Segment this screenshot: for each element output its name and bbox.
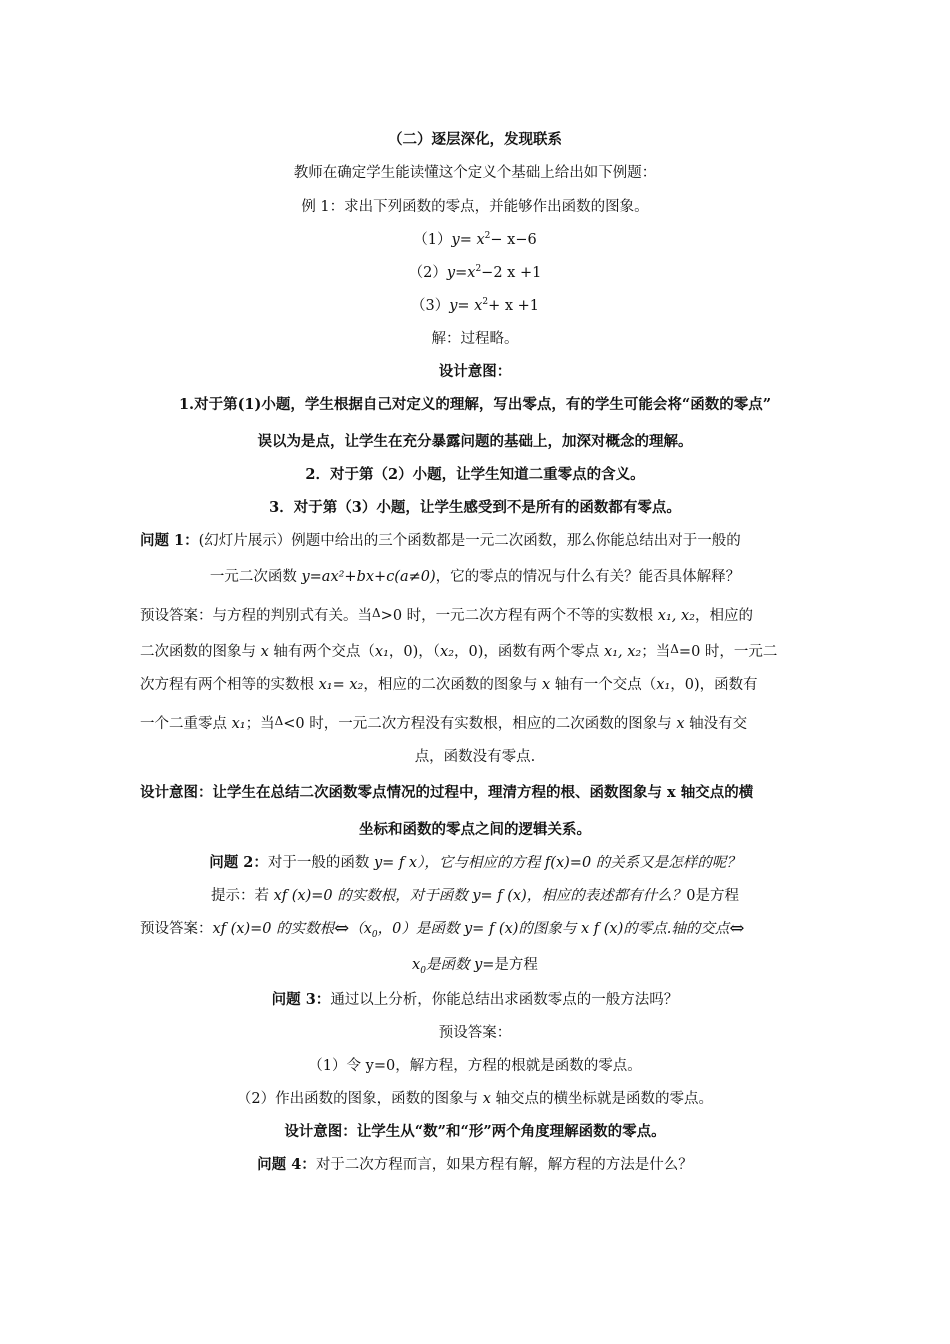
answer-1-line-2: 二次函数的图象与 x 轴有两个交点（x₁，0)，（x₂，0)，函数有两个零点 x₁, x₂；当Δ=0 时，一元二 bbox=[140, 639, 810, 662]
design-intent-point-1a: 1.对于第(1)小题，学生根据自己对定义的理解，写出零点，有的学生可能会将“函数的零点” bbox=[178, 396, 772, 413]
delta-symbol: Δ bbox=[670, 642, 679, 656]
question-4-label: 问题 4： bbox=[257, 1156, 316, 1173]
answer-1-line-4: 一个二重零点 x₁；当Δ<0 时，一元二次方程没有实数根，相应的二次函数的图象与 x 轴没有交 bbox=[140, 711, 810, 734]
answer-2-line-1: 预设答案：xf (x)=0 的实数根$\Leftrightarrow(x_0$，0）是函数 y= f (x)的图象与 x f (x)的零点.轴的交点⇔ bbox=[140, 918, 745, 940]
question-3: 问题 3：通过以上分析，你能总结出求函数零点的一般方法吗？ bbox=[271, 991, 679, 1008]
design-intent-point-3: 3．对于第（3）小题，让学生感受到不是所有的函数都有零点。 bbox=[269, 499, 681, 516]
question-2-label: 问题 2： bbox=[209, 854, 268, 871]
delta-symbol: Δ bbox=[372, 606, 381, 620]
question-1-line-b: 一元二次函数 y=ax²+bx+c(a≠0)，它的零点的情况与什么有关？能否具体解释？ bbox=[209, 569, 741, 585]
solution-text: 解：过程略。 bbox=[431, 331, 519, 347]
equivalence-arrow-icon: ⇔ bbox=[729, 918, 745, 939]
equivalence-arrow-icon: ⇔ bbox=[334, 918, 350, 939]
question-1-label: 问题 1： bbox=[140, 532, 199, 549]
quadratic-formula: y=ax²+bx+c(a≠0) bbox=[301, 569, 436, 585]
answer-1-line-1: 预设答案：与方程的判别式有关。当Δ>0 时，一元二次方程有两个不等的实数根 x₁, x₂，相应的 bbox=[140, 603, 810, 626]
question-1-line-a: 问题 1：(幻灯片展示）例题中给出的三个函数都是一元二次函数，那么你能总结出对于一般的 bbox=[140, 532, 741, 549]
question-4: 问题 4：对于二次方程而言，如果方程有解，解方程的方法是什么？ bbox=[257, 1156, 693, 1173]
design-intent-title: 设计意图： bbox=[438, 363, 512, 380]
answer-3-item-1: （1）令 y=0，解方程，方程的根就是函数的零点。 bbox=[308, 1058, 642, 1074]
function-1: $(1)y= x^2- x-6$ bbox=[413, 231, 537, 248]
function-2: $(2)y=x^2-2$ x +1 bbox=[408, 264, 542, 281]
section-title: （二）逐层深化，发现联系 bbox=[388, 131, 562, 148]
design-intent-2a: 设计意图：让学生在总结二次函数零点情况的过程中，理清方程的根、函数图象与 x 轴交点的横 bbox=[140, 784, 754, 801]
design-intent-3: 设计意图：让学生从“数”和“形”两个角度理解函数的零点。 bbox=[284, 1123, 666, 1140]
answer-1-line-3: 次方程有两个相等的实数根 x₁= x₂，相应的二次函数的图象与 x 轴有一个交点（x₁，0)，函数有 bbox=[140, 677, 758, 693]
design-intent-point-1b: 误以为是点，让学生在充分暴露问题的基础上，加深对概念的理解。 bbox=[257, 433, 693, 450]
answer-3-title: 预设答案： bbox=[438, 1025, 512, 1041]
question-2: 问题 2：对于一般的函数 y= f x），它与相应的方程 f(x)=0 的关系又是怎样的呢？ bbox=[209, 854, 741, 871]
question-3-label: 问题 3： bbox=[271, 991, 331, 1008]
example-1: 例 1：求出下列函数的零点，并能够作出函数的图象。 bbox=[301, 199, 649, 215]
function-3: $(3)y= x^2+ x +1$ bbox=[410, 297, 540, 314]
design-intent-point-2: 2．对于第（2）小题，让学生知道二重零点的含义。 bbox=[305, 466, 645, 483]
hint-text: 提示：若 xf (x)=0 的实数根，对于函数 y= f (x)，相应的表述都有什么？0是方程 bbox=[211, 888, 739, 904]
design-intent-2b: 坐标和函数的零点之间的逻辑关系。 bbox=[359, 821, 591, 838]
answer-2-line-2: $x_0$是函数 y=是方程 bbox=[412, 957, 538, 976]
answer-3-item-2: （2）作出函数的图象，函数的图象与 x 轴交点的横坐标就是函数的零点。 bbox=[236, 1091, 714, 1107]
answer-1-line-5: 点，函数没有零点. bbox=[414, 749, 536, 765]
delta-symbol: Δ bbox=[274, 714, 284, 728]
intro-text: 教师在确定学生能读懂这个定义个基础上给出如下例题： bbox=[293, 165, 657, 181]
